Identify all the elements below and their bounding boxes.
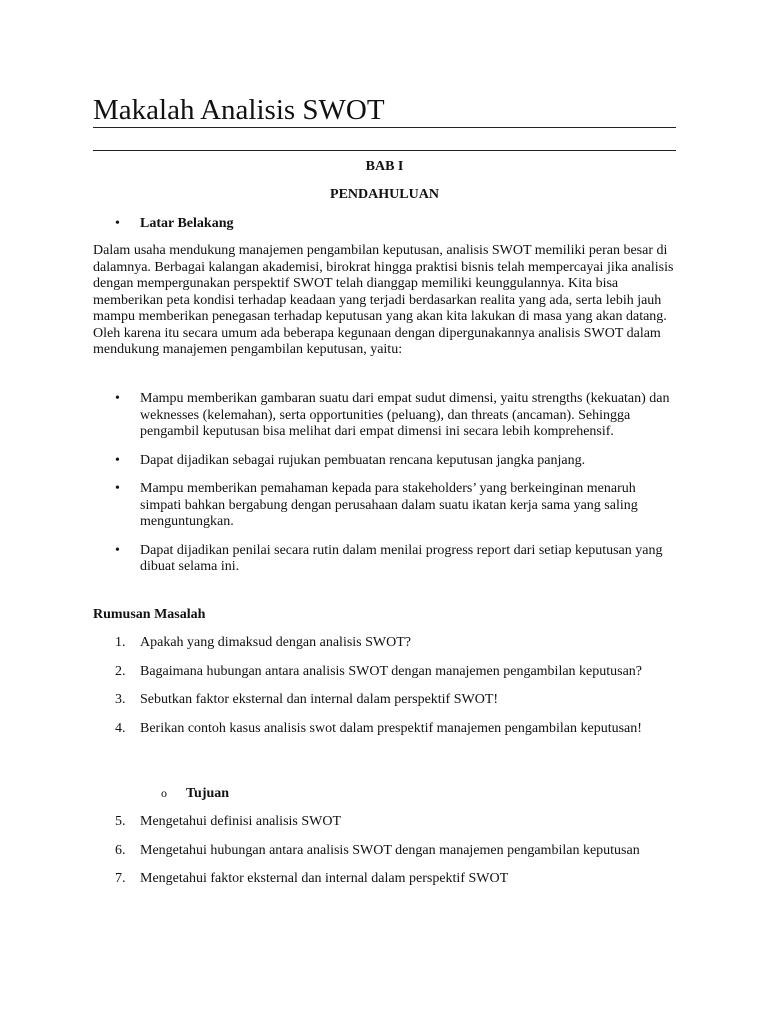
list-item [93,871,676,888]
list-item-text: Apakah yang dimaksud dengan analisis SWOT? [140,635,411,650]
list-item-text: Mampu memberikan pemahaman kepada para stakeholders’ yang berkeinginan menaruh simpati bahkan bergabung dengan perusahaan dalam suatu ikatan kerja sama yang saling menguntungkan. [140,481,638,529]
list-item [93,481,676,531]
list-item-text: Sebutkan faktor eksternal dan internal dalam perspektif SWOT! [140,692,499,707]
list-number: 1. [115,635,126,650]
tujuan-list [93,814,676,900]
title-underline [93,127,676,128]
chapter-heading: BAB I [365,159,404,174]
list-item-text: Bagaimana hubungan antara analisis SWOT dengan manajemen pengambilan keputusan? [140,663,643,679]
list-item [93,635,676,652]
list-item [93,692,676,709]
list-number: 5. [115,814,126,829]
chapter-title: PENDAHULUAN [330,187,439,202]
bullet-icon: • [115,542,120,558]
list-number: 4. [115,720,126,736]
list-item [93,543,676,576]
benefits-list [93,391,676,588]
circle-bullet-icon: o [161,786,167,800]
list-item-text: Mengetahui faktor eksternal dan internal dalam perspektif SWOT [140,871,509,886]
list-number: 3. [115,692,126,707]
list-item [93,391,676,441]
list-item [93,664,676,681]
document-title: Makalah Analisis SWOT [93,94,385,126]
rumusan-heading: Rumusan Masalah [93,607,206,622]
bullet-icon: • [115,481,120,496]
rumusan-list [93,635,676,749]
list-item [93,814,676,831]
list-item-text: Dapat dijadikan penilai secara rutin dalam menilai progress report dari setiap keputusan yang dibuat selama ini. [140,542,663,574]
bullet-icon: • [115,452,120,468]
list-item [93,453,676,470]
list-number: 7. [115,871,126,886]
horizontal-divider [93,150,676,151]
list-number: 6. [115,842,126,858]
bullet-icon: • [115,216,120,231]
list-item-text: Berikan contoh kasus analisis swot dalam prespektif manajemen pengambilan keputusan! [140,720,642,736]
bullet-icon: • [115,391,120,406]
tujuan-label: Tujuan [186,786,230,801]
intro-paragraph: Dalam usaha mendukung manajemen pengambilan keputusan, analisis SWOT memiliki peran besar di dalamnya. Berbagai kalangan akademisi, birokrat hingga praktisi bisnis telah mempercayai jika analisis dengan mempergunakan perspektif SWOT telah dianggap memiliki keunggulannya. Kita bisa memberikan peta kondisi terhadap keadaan yang terjadi berdasarkan realita yang ada, serta lebih jauh mampu memberikan penegasan terhadap keputusan yang akan kita lakukan di masa yang akan datang. Oleh karena itu secara umum ada beberapa kegunaan dengan dipergunakannya analisis SWOT dalam mendukung manajemen pengambilan keputusan, yaitu: [93,243,674,357]
list-item-text: Mengetahui definisi analisis SWOT [140,814,342,829]
list-number: 2. [115,663,126,679]
section-label: Latar Belakang [140,216,234,231]
list-item-text: Mengetahui hubungan antara analisis SWOT dengan manajemen pengambilan keputusan [140,842,640,858]
list-item [93,843,676,860]
list-item-text: Dapat dijadikan sebagai rujukan pembuatan rencana keputusan jangka panjang. [140,452,586,468]
list-item-text: Mampu memberikan gambaran suatu dari empat sudut dimensi, yaitu strengths (kekuatan) dan weknesses (kelemahan), serta opportunities (peluang), dan threats (ancaman). Sehingga pengambil keputusan bisa melihat dari empat dimensi ini secara lebih komprehensif. [140,391,670,439]
list-item [93,721,676,738]
